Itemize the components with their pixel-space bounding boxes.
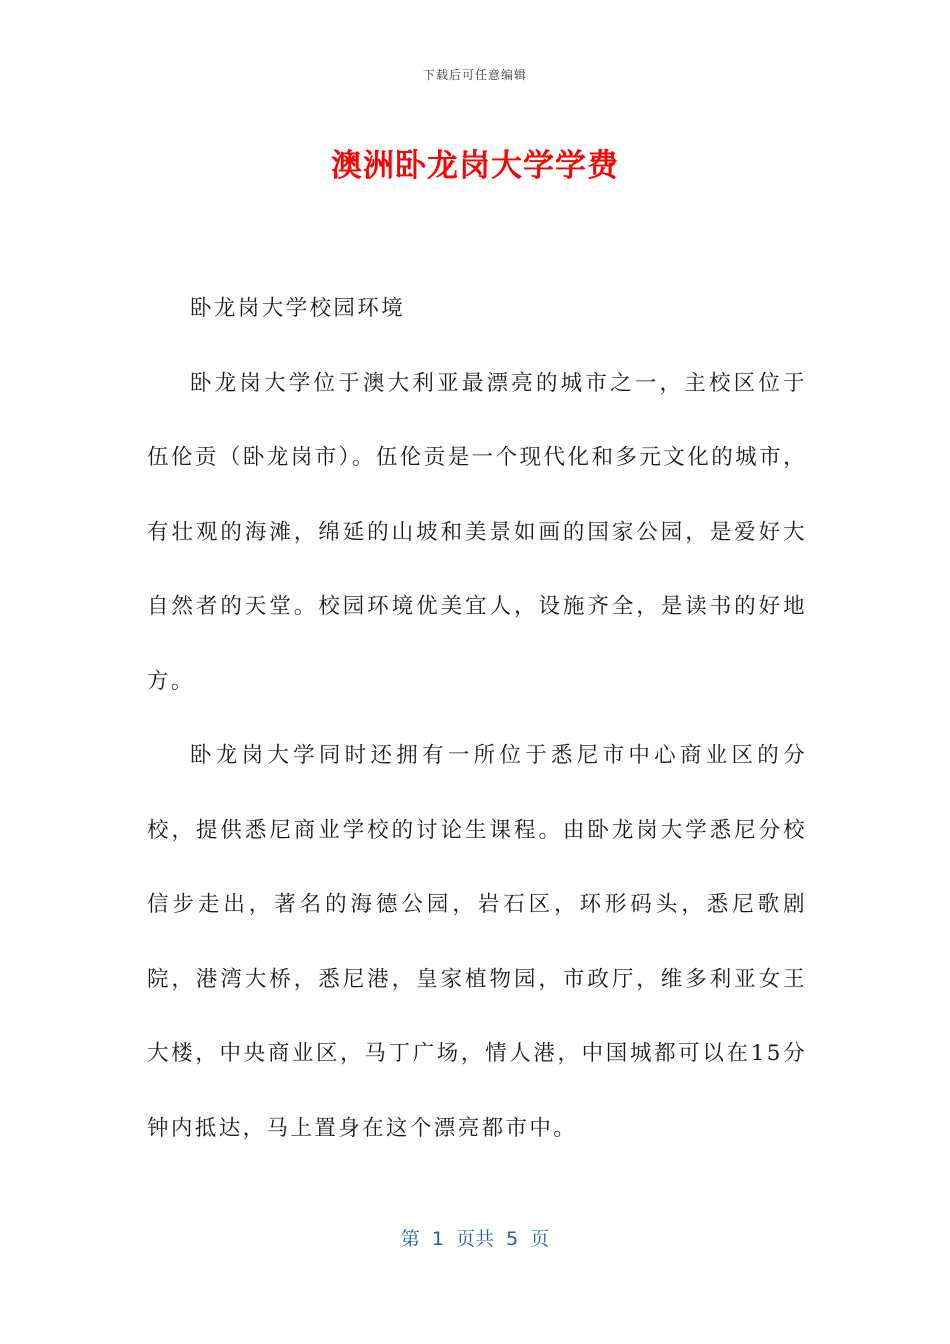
- paragraph-main-campus: 卧龙岗大学位于澳大利亚最漂亮的城市之一，主校区位于伍伦贡（卧龙岗市）。伍伦贡是一个现代化和多元文化的城市，有壮观的海滩，绵延的山坡和美景如画的国家公园，是爱好大自然者的天堂。校园环境优美宜人，设施齐全，是读书的好地方。: [147, 370, 807, 694]
- paragraph-sydney-campus: 卧龙岗大学同时还拥有一所位于悉尼市中心商业区的分校，提供悉尼商业学校的讨论生课程。由卧龙岗大学悉尼分校信步走出，著名的海德公园，岩石区，环形码头，悉尼歌剧院，港湾大桥，悉尼港，皇家植物园，市政厅，维多利亚女王大楼，中央商业区，马丁广场，情人港，中国城都可以在15分钟内抵达，马上置身在这个漂亮都市中。: [147, 743, 807, 1141]
- document-title: 澳洲卧龙岗大学学费: [331, 148, 619, 184]
- page-header-note: 下载后可任意编辑: [422, 68, 527, 82]
- paragraph-campus-heading: 卧龙岗大学校园环境: [190, 296, 406, 321]
- document-body: [147, 272, 807, 1166]
- page-number-footer: 第 1 页共 5 页: [400, 1228, 550, 1250]
